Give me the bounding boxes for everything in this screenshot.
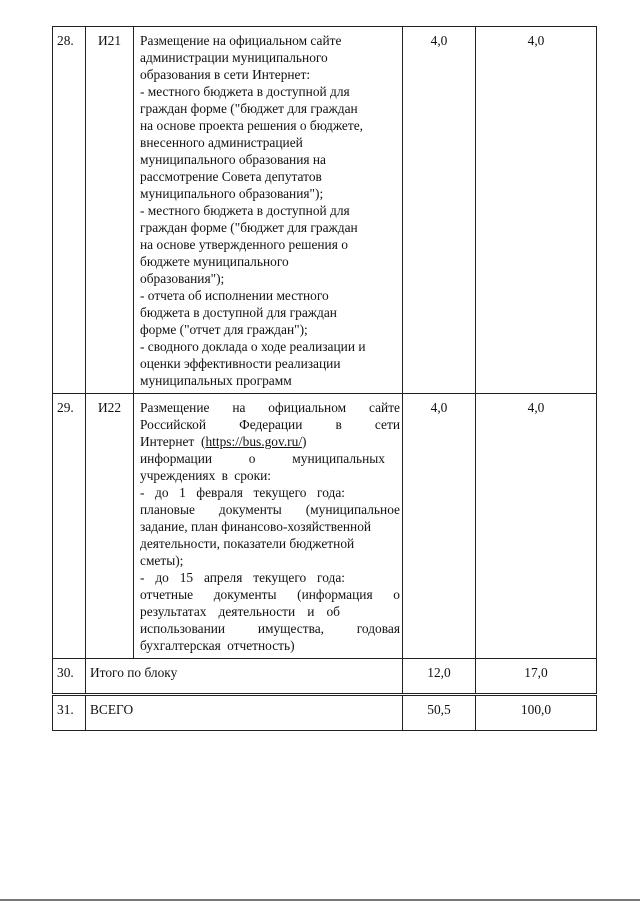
desc-line: - до 1 февраля текущего года: [140, 485, 345, 500]
desc-line: форме ("отчет для граждан"); [140, 322, 308, 337]
indicator-description [134, 394, 403, 659]
row-number: 28. [53, 27, 86, 394]
desc-line: отчетные документы (информация о [140, 587, 400, 602]
table-row [53, 394, 597, 659]
indicator-description [134, 27, 403, 394]
value-column-1: 50,5 [403, 695, 476, 731]
desc-line: образования в сети Интернет: [140, 67, 311, 82]
desc-line: бюджета в доступной для граждан [140, 305, 337, 320]
desc-line: муниципального образования на [140, 152, 327, 167]
desc-line: Размещение на официальном сайте [140, 400, 400, 415]
table-row [53, 659, 597, 695]
value-column-2: 17,0 [476, 659, 597, 695]
desc-line: администрации муниципального [140, 50, 328, 65]
row-number: 29. [53, 394, 86, 659]
grand-total-label: ВСЕГО [86, 695, 403, 731]
desc-line: использовании имущества, годовая [140, 621, 400, 636]
desc-line: внесенного администрацией [140, 135, 303, 150]
desc-line: муниципального образования"); [140, 186, 324, 201]
desc-line: бухгалтерская отчетность) [140, 638, 295, 653]
desc-line: рассмотрение Совета депутатов [140, 169, 322, 184]
desc-line: деятельности, показатели бюджетной [140, 536, 355, 551]
desc-line: - сводного доклада о ходе реализации и [140, 339, 366, 354]
desc-line: муниципальных программ [140, 373, 292, 388]
value-column-2: 4,0 [476, 394, 597, 659]
table-row [53, 695, 597, 731]
desc-line: Интернет (https://bus.gov.ru/) [140, 434, 307, 449]
indicator-code: И21 [86, 27, 134, 394]
desc-line: результатах деятельности и об [140, 604, 340, 619]
desc-line: - отчета об исполнении местного [140, 288, 329, 303]
desc-line: - до 15 апреля текущего года: [140, 570, 345, 585]
desc-line: Размещение на официальном сайте [140, 33, 342, 48]
value-column-1: 4,0 [403, 394, 476, 659]
table-row [53, 27, 597, 394]
indicator-code: И22 [86, 394, 134, 659]
value-column-1: 12,0 [403, 659, 476, 695]
desc-line: сметы); [140, 553, 184, 568]
desc-line: граждан форме ("бюджет для граждан [140, 101, 358, 116]
desc-line: бюджете муниципального [140, 254, 289, 269]
block-total-label: Итого по блоку [86, 659, 403, 695]
value-column-1: 4,0 [403, 27, 476, 394]
value-column-2: 4,0 [476, 27, 597, 394]
desc-line: граждан форме ("бюджет для граждан [140, 220, 358, 235]
desc-line: образования"); [140, 271, 225, 286]
page-bottom-rule [0, 899, 640, 901]
desc-line: на основе утвержденного решения о [140, 237, 348, 252]
desc-line: плановые документы (муниципальное [140, 502, 400, 517]
bus-gov-link[interactable]: https://bus.gov.ru/ [205, 434, 303, 449]
desc-line: задание, план финансово-хозяйственной [140, 519, 372, 534]
desc-line: - местного бюджета в доступной для [140, 84, 350, 99]
desc-line: учреждениях в сроки: [140, 468, 272, 483]
desc-line: Российской Федерации в сети [140, 417, 400, 432]
row-number: 31. [53, 695, 86, 731]
desc-line: оценки эффективности реализации [140, 356, 341, 371]
value-column-2: 100,0 [476, 695, 597, 731]
row-number: 30. [53, 659, 86, 695]
budget-criteria-table [52, 26, 597, 731]
desc-line: - местного бюджета в доступной для [140, 203, 350, 218]
desc-line: информации о муниципальных [140, 451, 385, 466]
desc-line: на основе проекта решения о бюджете, [140, 118, 364, 133]
